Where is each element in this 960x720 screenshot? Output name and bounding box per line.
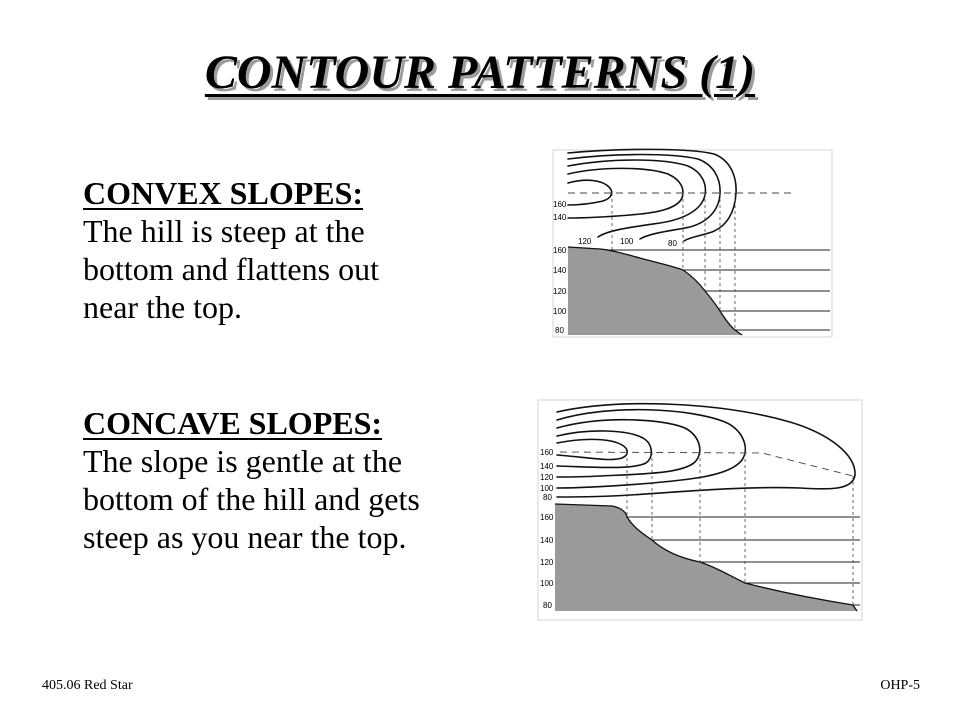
concave-profile-label-140: 140 (540, 536, 554, 545)
convex-line-1: The hill is steep at the (83, 213, 365, 249)
concave-plan-label-80: 80 (543, 493, 552, 502)
concave-contour-line-140 (557, 431, 651, 468)
concave-profile-label-100: 100 (540, 579, 554, 588)
footer-course-label: 405.06 Red Star (42, 678, 133, 693)
slide-title: CONTOUR PATTERNS (1) (204, 46, 756, 99)
concave-line-2: bottom of the hill and gets (83, 481, 420, 517)
convex-profile-label-120: 120 (553, 287, 567, 296)
convex-slope-diagram (545, 145, 840, 343)
convex-contour-line-120 (568, 160, 705, 237)
convex-line-2: bottom and flattens out (83, 251, 379, 287)
concave-profile-label-80: 80 (543, 601, 552, 610)
convex-profile-label-100: 100 (553, 307, 567, 316)
convex-line-3: near the top. (83, 289, 243, 325)
concave-plan-label-100: 100 (540, 484, 554, 493)
convex-heading: CONVEX SLOPES: (83, 175, 364, 211)
concave-plan-label-120: 120 (540, 473, 554, 482)
concave-heading: CONCAVE SLOPES: (83, 405, 383, 441)
convex-plan-label-160: 160 (553, 200, 567, 209)
convex-plan-label-100: 100 (620, 237, 634, 246)
concave-contour-line-80 (557, 404, 855, 497)
concave-contour-line-160 (557, 439, 627, 459)
convex-plan-label-140: 140 (553, 213, 567, 222)
concave-plan-label-160: 160 (540, 448, 554, 457)
convex-plan-label-120: 120 (578, 237, 592, 246)
concave-line-1: The slope is gentle at the (83, 443, 403, 479)
concave-terrain-fill (555, 504, 857, 611)
convex-profile-label-80: 80 (555, 326, 564, 335)
concave-plan-label-140: 140 (540, 462, 554, 471)
convex-contour-line-80 (568, 149, 736, 241)
concave-line-3: steep as you near the top. (83, 519, 407, 555)
concave-slope-diagram (533, 396, 865, 624)
convex-contour-line-100 (568, 155, 720, 240)
concave-contour-line-120 (557, 420, 700, 477)
concave-profile-label-120: 120 (540, 558, 554, 567)
convex-profile-label-140: 140 (553, 266, 567, 275)
concave-profile-label-160: 160 (540, 513, 554, 522)
concave-text-block (83, 404, 420, 556)
convex-plan-label-80: 80 (668, 239, 677, 248)
convex-text-block (83, 174, 379, 326)
concave-section-line (560, 452, 853, 476)
footer-slide-number: OHP-5 (880, 678, 920, 693)
convex-profile-label-160: 160 (553, 246, 567, 255)
